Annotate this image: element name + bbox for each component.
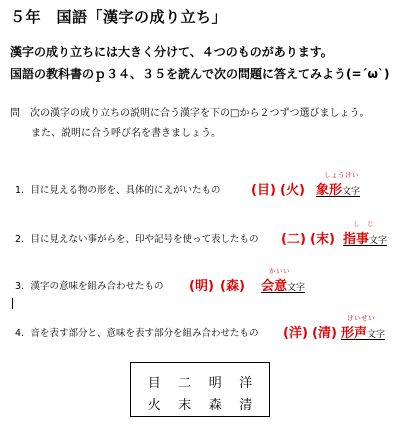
category-name: [343, 220, 388, 247]
answer-kanji-1: (明): [189, 279, 214, 294]
choice-kanji: 二: [178, 376, 192, 391]
category-suffix: 文字: [367, 330, 386, 340]
intro-line-1: 漢字の成り立ちには大きく分けて、４つのものがあります。: [10, 45, 333, 59]
choice-kanji: 目: [147, 376, 161, 391]
answer-kanji-2: (末): [310, 232, 335, 247]
item-description: 3．漢字の意味を組み合わせたもの: [15, 281, 164, 292]
answer-kanji-1: (二): [281, 232, 306, 247]
choice-row-2: [131, 394, 269, 413]
category-suffix: 文字: [369, 236, 388, 246]
page-title: ５年 国語「漢字の成り立ち」: [10, 8, 228, 26]
kanji-choice-box: [130, 362, 270, 417]
item-description: 2．目に見えない事がらを、印や記号を使って表したもの: [15, 234, 259, 245]
item-description: 1．目に見える物の形を、具体的にえがいたもの: [15, 185, 221, 196]
category-suffix: 文字: [342, 187, 361, 197]
choice-kanji: 明: [208, 376, 222, 391]
answer-kanji-1: (目): [251, 183, 276, 198]
furigana: し じ: [353, 220, 374, 228]
category-name: [316, 171, 361, 198]
category-name: [341, 314, 386, 341]
choice-row-1: [131, 372, 269, 391]
answer-kanji-1: (洋): [283, 326, 308, 341]
answer-kanji-2: (森): [220, 279, 245, 294]
answer-kanji-2: (清): [312, 326, 337, 341]
category-kanji: 会意: [261, 279, 288, 294]
furigana: かいい: [269, 267, 290, 275]
intro-line-2: 国語の教科書のｐ３４、３５を読んで次の問題に答えてみよう(=´ω`): [10, 67, 390, 81]
furigana: けいせい: [347, 314, 375, 322]
choice-kanji: 火: [147, 398, 161, 413]
question-line-1: 問 次の漢字の成り立ちの説明に合う漢字を下の□から２つずつ選びましょう。: [10, 108, 370, 119]
category-kanji: 象形: [316, 183, 343, 198]
item-description: 4．音を表す部分と、意味を表す部分を組み合わせたもの: [15, 328, 259, 339]
category-name: [261, 267, 306, 294]
choice-kanji: 森: [208, 398, 222, 413]
choice-kanji: 洋: [239, 376, 253, 391]
choice-kanji: 清: [239, 398, 253, 413]
furigana: しょうけい: [324, 171, 359, 179]
category-kanji: 指事: [343, 232, 370, 247]
category-kanji: 形声: [341, 326, 368, 341]
choice-kanji: 末: [178, 398, 192, 413]
answer-kanji-2: (火): [280, 183, 305, 198]
category-suffix: 文字: [287, 283, 306, 293]
question-line-2: また、説明に合う呼び名を書きましょう。: [31, 128, 221, 139]
text-cursor: [12, 298, 13, 309]
